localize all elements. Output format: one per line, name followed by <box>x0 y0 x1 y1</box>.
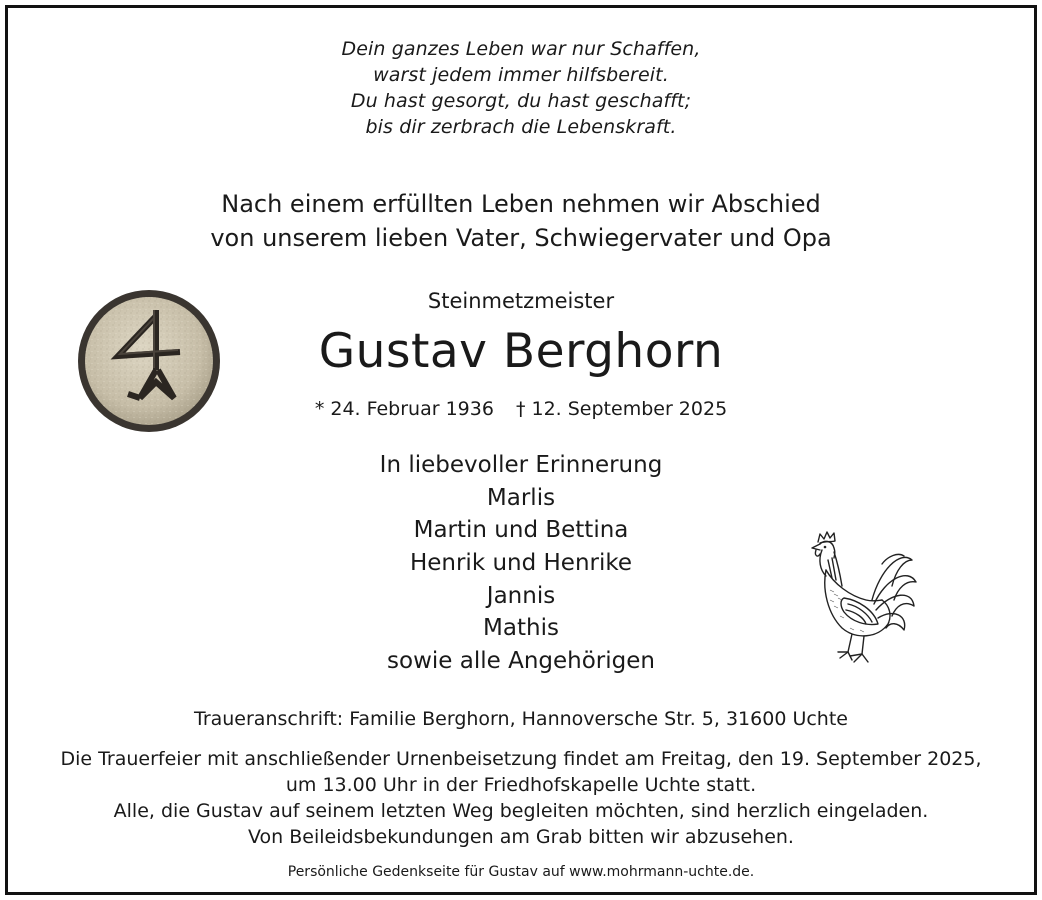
poem-line-2: warst jedem immer hilfsbereit. <box>373 64 669 86</box>
poem-line-3: Du hast gesorgt, du hast geschafft; <box>350 90 692 112</box>
mourner-line-6: Mathis <box>483 615 559 641</box>
birth-date: * 24. Februar 1936 <box>314 398 494 420</box>
deceased-name: Gustav Berghorn <box>318 324 724 379</box>
life-dates <box>0 398 1042 420</box>
rooster-icon <box>800 530 920 672</box>
intro-line-2: von unserem lieben Vater, Schwiegervater und Opa <box>210 224 832 252</box>
mourner-line-5: Jannis <box>486 583 556 609</box>
poem-line-4: bis dir zerbrach die Lebenskraft. <box>365 116 677 138</box>
mourner-line-7: sowie alle Angehörigen <box>387 648 655 674</box>
mourning-address: Traueranschrift: Familie Berghorn, Hannoversche Str. 5, 31600 Uchte <box>194 708 848 730</box>
intro-line-1: Nach einem erfüllten Leben nehmen wir Abschied <box>221 190 821 218</box>
death-date: † 12. September 2025 <box>515 398 728 420</box>
mourner-line-3: Martin und Bettina <box>413 517 629 543</box>
poem-line-1: Dein ganzes Leben war nur Schaffen, <box>341 38 701 60</box>
ceremony-line-2: um 13.00 Uhr in der Friedhofskapelle Uchte statt. <box>285 774 757 796</box>
memorial-page-note: Persönliche Gedenkseite für Gustav auf www.mohrmann-uchte.de. <box>287 864 755 880</box>
ceremony-line-1: Die Trauerfeier mit anschließender Urnenbeisetzung findet am Freitag, den 19. September 2025, <box>60 748 982 770</box>
mourner-line-1: In liebevoller Erinnerung <box>379 452 663 478</box>
ceremony-line-4: Von Beileidsbekundungen am Grab bitten wir abzusehen. <box>248 826 794 848</box>
mourner-line-4: Henrik und Henrike <box>409 550 633 576</box>
mourner-line-2: Marlis <box>486 485 556 511</box>
ceremony-line-3: Alle, die Gustav auf seinem letzten Weg begleiten möchten, sind herzlich eingeladen. <box>113 800 929 822</box>
deceased-title: Steinmetzmeister <box>427 289 615 313</box>
